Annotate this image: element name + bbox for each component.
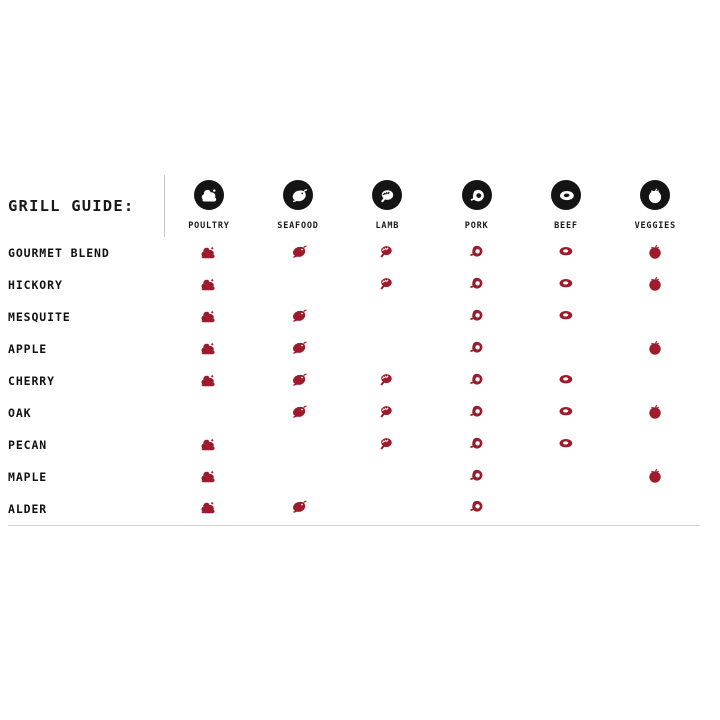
column-header-label: POULTRY (188, 220, 230, 231)
cell-maple-seafood (253, 461, 342, 493)
column-header-beef (521, 175, 610, 237)
column-header-seafood (253, 175, 342, 237)
cell-oak-lamb (343, 397, 432, 429)
cell-gourmet-blend-lamb (343, 237, 432, 269)
table-row (8, 269, 700, 301)
column-header-label: LAMB (375, 220, 400, 231)
cell-alder-lamb (343, 493, 432, 525)
cell-mesquite-pork (432, 301, 521, 333)
cell-alder-seafood (253, 493, 342, 525)
column-header-lamb (343, 175, 432, 237)
cell-hickory-seafood (253, 269, 342, 301)
tomato-mark-icon (640, 399, 670, 423)
cell-cherry-poultry (164, 365, 253, 397)
chicken-mark-icon (194, 463, 224, 487)
cell-apple-veggies (611, 333, 700, 365)
lamb-chop-mark-icon (372, 431, 402, 455)
column-header-veggies (611, 175, 700, 237)
lamb-chop-mark-icon (372, 367, 402, 391)
shrimp-mark-icon (283, 303, 313, 327)
shrimp-mark-icon (283, 494, 313, 518)
column-header-label: PORK (464, 220, 489, 231)
table-header-row (8, 175, 700, 237)
cell-oak-poultry (164, 397, 253, 429)
cell-mesquite-veggies (611, 301, 700, 333)
cell-hickory-poultry (164, 269, 253, 301)
tomato-mark-icon (640, 271, 670, 295)
cell-oak-beef (521, 397, 610, 429)
row-label: HICKORY (8, 278, 63, 292)
shrimp-mark-icon (283, 367, 313, 391)
cell-pecan-poultry (164, 429, 253, 461)
column-header-label: BEEF (554, 220, 578, 231)
cell-pecan-seafood (253, 429, 342, 461)
cell-gourmet-blend-beef (521, 237, 610, 269)
cell-apple-beef (521, 333, 610, 365)
table-row (8, 493, 700, 525)
cell-hickory-lamb (343, 269, 432, 301)
table-row (8, 365, 700, 397)
pork-ham-mark-icon (462, 303, 492, 327)
cell-apple-lamb (343, 333, 432, 365)
page-title: GRILL GUIDE: (8, 196, 135, 215)
cell-pecan-beef (521, 429, 610, 461)
pork-ham-icon (462, 180, 492, 210)
cell-maple-pork (432, 461, 521, 493)
cell-apple-poultry (164, 333, 253, 365)
cell-apple-pork (432, 333, 521, 365)
pork-ham-mark-icon (462, 431, 492, 455)
row-label: OAK (8, 406, 32, 420)
cell-hickory-beef (521, 269, 610, 301)
table-row (8, 397, 700, 429)
beef-steak-mark-icon (551, 303, 581, 327)
tomato-mark-icon (640, 335, 670, 359)
row-label: MAPLE (8, 470, 48, 484)
table-body (8, 237, 700, 525)
table-row (8, 333, 700, 365)
tomato-mark-icon (640, 463, 670, 487)
row-label: MESQUITE (8, 310, 71, 324)
cell-alder-pork (432, 493, 521, 525)
table-row (8, 237, 700, 269)
beef-steak-mark-icon (551, 271, 581, 295)
row-label: GOURMET BLEND (8, 246, 110, 260)
lamb-chop-mark-icon (372, 239, 402, 263)
cell-hickory-pork (432, 269, 521, 301)
pork-ham-mark-icon (462, 494, 492, 518)
cell-oak-pork (432, 397, 521, 429)
page-title-cell (8, 175, 164, 237)
cell-oak-seafood (253, 397, 342, 429)
shrimp-mark-icon (283, 239, 313, 263)
beef-steak-mark-icon (551, 367, 581, 391)
tomato-mark-icon (640, 239, 670, 263)
cell-gourmet-blend-veggies (611, 237, 700, 269)
cell-hickory-veggies (611, 269, 700, 301)
chicken-icon (194, 180, 224, 210)
cell-apple-seafood (253, 333, 342, 365)
cell-mesquite-lamb (343, 301, 432, 333)
chicken-mark-icon (194, 335, 224, 359)
chicken-mark-icon (194, 303, 224, 327)
chicken-mark-icon (194, 271, 224, 295)
pork-ham-mark-icon (462, 399, 492, 423)
cell-alder-poultry (164, 493, 253, 525)
shrimp-mark-icon (283, 335, 313, 359)
cell-mesquite-seafood (253, 301, 342, 333)
cell-maple-lamb (343, 461, 432, 493)
cell-pecan-pork (432, 429, 521, 461)
chicken-mark-icon (194, 431, 224, 455)
pork-ham-mark-icon (462, 367, 492, 391)
cell-cherry-beef (521, 365, 610, 397)
cell-alder-beef (521, 493, 610, 525)
row-label: PECAN (8, 438, 48, 452)
lamb-chop-icon (372, 180, 402, 210)
cell-gourmet-blend-seafood (253, 237, 342, 269)
cell-maple-poultry (164, 461, 253, 493)
cell-cherry-pork (432, 365, 521, 397)
cell-maple-veggies (611, 461, 700, 493)
cell-cherry-seafood (253, 365, 342, 397)
shrimp-mark-icon (283, 399, 313, 423)
table-row (8, 429, 700, 461)
lamb-chop-mark-icon (372, 271, 402, 295)
grill-guide-table (8, 175, 700, 526)
column-header-poultry (164, 175, 253, 237)
row-label: APPLE (8, 342, 48, 356)
cell-cherry-veggies (611, 365, 700, 397)
cell-gourmet-blend-poultry (164, 237, 253, 269)
row-label: CHERRY (8, 374, 55, 388)
cell-cherry-lamb (343, 365, 432, 397)
column-header-label: VEGGIES (634, 220, 677, 231)
cell-pecan-lamb (343, 429, 432, 461)
beef-steak-mark-icon (551, 239, 581, 263)
cell-mesquite-beef (521, 301, 610, 333)
pork-ham-mark-icon (462, 271, 492, 295)
pork-ham-mark-icon (462, 463, 492, 487)
pork-ham-mark-icon (462, 239, 492, 263)
beef-steak-mark-icon (551, 431, 581, 455)
cell-oak-veggies (611, 397, 700, 429)
chicken-mark-icon (194, 494, 224, 518)
pork-ham-mark-icon (462, 335, 492, 359)
cell-maple-beef (521, 461, 610, 493)
lamb-chop-mark-icon (372, 399, 402, 423)
row-label: ALDER (8, 493, 164, 525)
table-row (8, 461, 700, 493)
cell-pecan-veggies (611, 429, 700, 461)
chicken-mark-icon (194, 239, 224, 263)
tomato-icon (640, 180, 670, 210)
table-row (8, 301, 700, 333)
chicken-mark-icon (194, 367, 224, 391)
column-header-label: SEAFOOD (277, 220, 319, 231)
cell-mesquite-poultry (164, 301, 253, 333)
cell-alder-veggies (611, 493, 700, 525)
column-header-pork (432, 175, 521, 237)
beef-steak-icon (551, 180, 581, 210)
cell-gourmet-blend-pork (432, 237, 521, 269)
beef-steak-mark-icon (551, 399, 581, 423)
shrimp-icon (283, 180, 313, 210)
